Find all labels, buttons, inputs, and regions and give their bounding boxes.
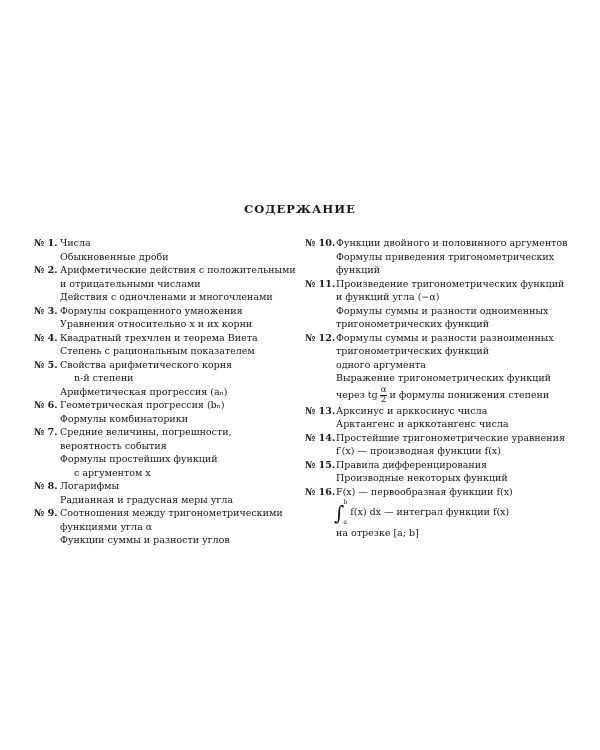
- entry-number: № 1.: [34, 238, 58, 249]
- entry-line: Квадратный трехчлен и теорема Виета: [60, 332, 258, 344]
- entry-number: № 14.: [305, 432, 336, 444]
- entry-line: Выражение тригонометрических функций: [336, 373, 551, 384]
- toc-entry: [305, 432, 567, 459]
- toc-right-column: [305, 237, 567, 541]
- entry-line: функциями угла α: [60, 521, 153, 533]
- toc-entry: [305, 278, 567, 332]
- entry-number: № 15.: [305, 459, 336, 471]
- entry-line: Производные некоторых функций: [336, 473, 508, 484]
- entry-line: на отрезке [a; b]: [336, 528, 419, 539]
- toc-entry: [34, 264, 296, 305]
- integral-body: f(x) dx — интеграл функции f(x): [350, 507, 510, 519]
- entry-number: № 2.: [34, 265, 58, 276]
- integral-upper-limit: b: [343, 499, 348, 506]
- entry-line: Свойства арифметического корня: [60, 359, 233, 371]
- entry-line: Логарифмы: [60, 481, 120, 492]
- fraction-denominator: 2: [380, 394, 387, 405]
- entry-line: вероятность события: [60, 440, 167, 452]
- entry-line: Геометрическая прогрессия (bₙ): [60, 400, 225, 411]
- entry-line: F(x) — первообразная функции f(x): [336, 486, 513, 498]
- entry-line: одного аргумента: [336, 359, 426, 371]
- entry-number: № 13.: [305, 405, 336, 417]
- entry-line: Функции суммы и разности углов: [60, 535, 230, 546]
- entry-number: № 11.: [305, 278, 336, 290]
- entry-line: Формулы суммы и разности разноименных: [336, 332, 554, 344]
- toc-entry: [34, 399, 286, 426]
- entry-line: Формулы сокращенного умножения: [60, 305, 243, 317]
- toc-entry: [34, 507, 286, 548]
- fraction: [380, 386, 388, 405]
- entry-line: Арктангенс и арккотангенс числа: [336, 419, 509, 430]
- entry-line: Функции двойного и половинного аргументов: [336, 238, 568, 249]
- entry-number: № 7.: [34, 427, 58, 438]
- toc-entry: [305, 486, 567, 541]
- fraction-numerator: α: [380, 384, 387, 395]
- entry-line: тригонометрических функций: [336, 319, 490, 330]
- toc-left-column: [34, 237, 296, 548]
- toc-entry: [34, 332, 286, 359]
- entry-line: Средние величины, погрешности,: [60, 427, 232, 438]
- entry-line: n-й степени: [74, 373, 134, 384]
- entry-line: и функций угла (−α): [336, 292, 440, 303]
- entry-line: Обыкновенные дроби: [60, 251, 169, 263]
- entry-line: Числа: [60, 238, 91, 249]
- formula-suffix: и формулы понижения степени: [389, 389, 550, 401]
- page-title: СОДЕРЖАНИЕ: [244, 202, 356, 216]
- entry-line: Арксинус и арккосинус числа: [336, 405, 488, 417]
- entry-line: тригонометрических функций: [336, 346, 490, 357]
- entry-line: Формулы комбинаторики: [60, 413, 189, 425]
- entry-line: f′(x) — производная функции f(x): [336, 446, 501, 457]
- entry-number: № 3.: [34, 305, 58, 317]
- entry-line: Уравнения относительно x и их корни: [60, 319, 253, 330]
- entry-line: Формулы приведения тригонометрических: [336, 251, 555, 263]
- entry-line: Формулы простейших функций: [60, 454, 218, 465]
- entry-number: № 6.: [34, 400, 58, 411]
- entry-line: Соотношения между тригонометрическими: [60, 508, 283, 519]
- toc-entry: [34, 237, 286, 264]
- toc-entry: [34, 305, 286, 332]
- entry-line: функций: [336, 265, 381, 276]
- toc-entry: [34, 426, 286, 480]
- entry-number: № 16.: [305, 486, 336, 498]
- entry-number: № 12.: [305, 332, 336, 344]
- entry-number: № 9.: [34, 508, 58, 519]
- formula-prefix: через tg: [336, 389, 378, 401]
- toc-entry: [305, 459, 567, 486]
- entry-line: Формулы суммы и разности одноименных: [336, 305, 549, 317]
- entry-line: Действия с одночленами и многочленами: [60, 292, 273, 303]
- entry-line: Арифметические действия с положительными: [60, 265, 296, 276]
- entry-line: с аргументом x: [74, 467, 151, 479]
- entry-number: № 10.: [305, 238, 336, 249]
- integral-lower-limit: a: [343, 519, 347, 526]
- toc-entry: [305, 237, 567, 278]
- entry-line: Правила дифференцирования: [336, 459, 488, 471]
- integral-expression: [334, 499, 509, 527]
- toc-entry: [34, 359, 286, 400]
- entry-line-integral: [336, 499, 567, 527]
- entry-line: и отрицательными числами: [60, 278, 201, 290]
- toc-entry: [34, 480, 286, 507]
- entry-number: № 5.: [34, 359, 58, 371]
- entry-number: № 4.: [34, 332, 58, 344]
- toc-entry: [305, 405, 567, 432]
- entry-line: Произведение тригонометрических функций: [336, 278, 565, 290]
- entry-line: Степень с рациональным показателем: [60, 346, 255, 357]
- entry-line-formula: [336, 386, 567, 405]
- integral-sign: ∫: [334, 501, 345, 525]
- entry-number: № 8.: [34, 481, 58, 492]
- entry-line: Радианная и градусная меры угла: [60, 494, 234, 506]
- entry-line: Простейшие тригонометрические уравнения: [336, 432, 565, 444]
- toc-entry: [305, 332, 567, 405]
- entry-line: Арифметическая прогрессия (aₙ): [60, 386, 228, 398]
